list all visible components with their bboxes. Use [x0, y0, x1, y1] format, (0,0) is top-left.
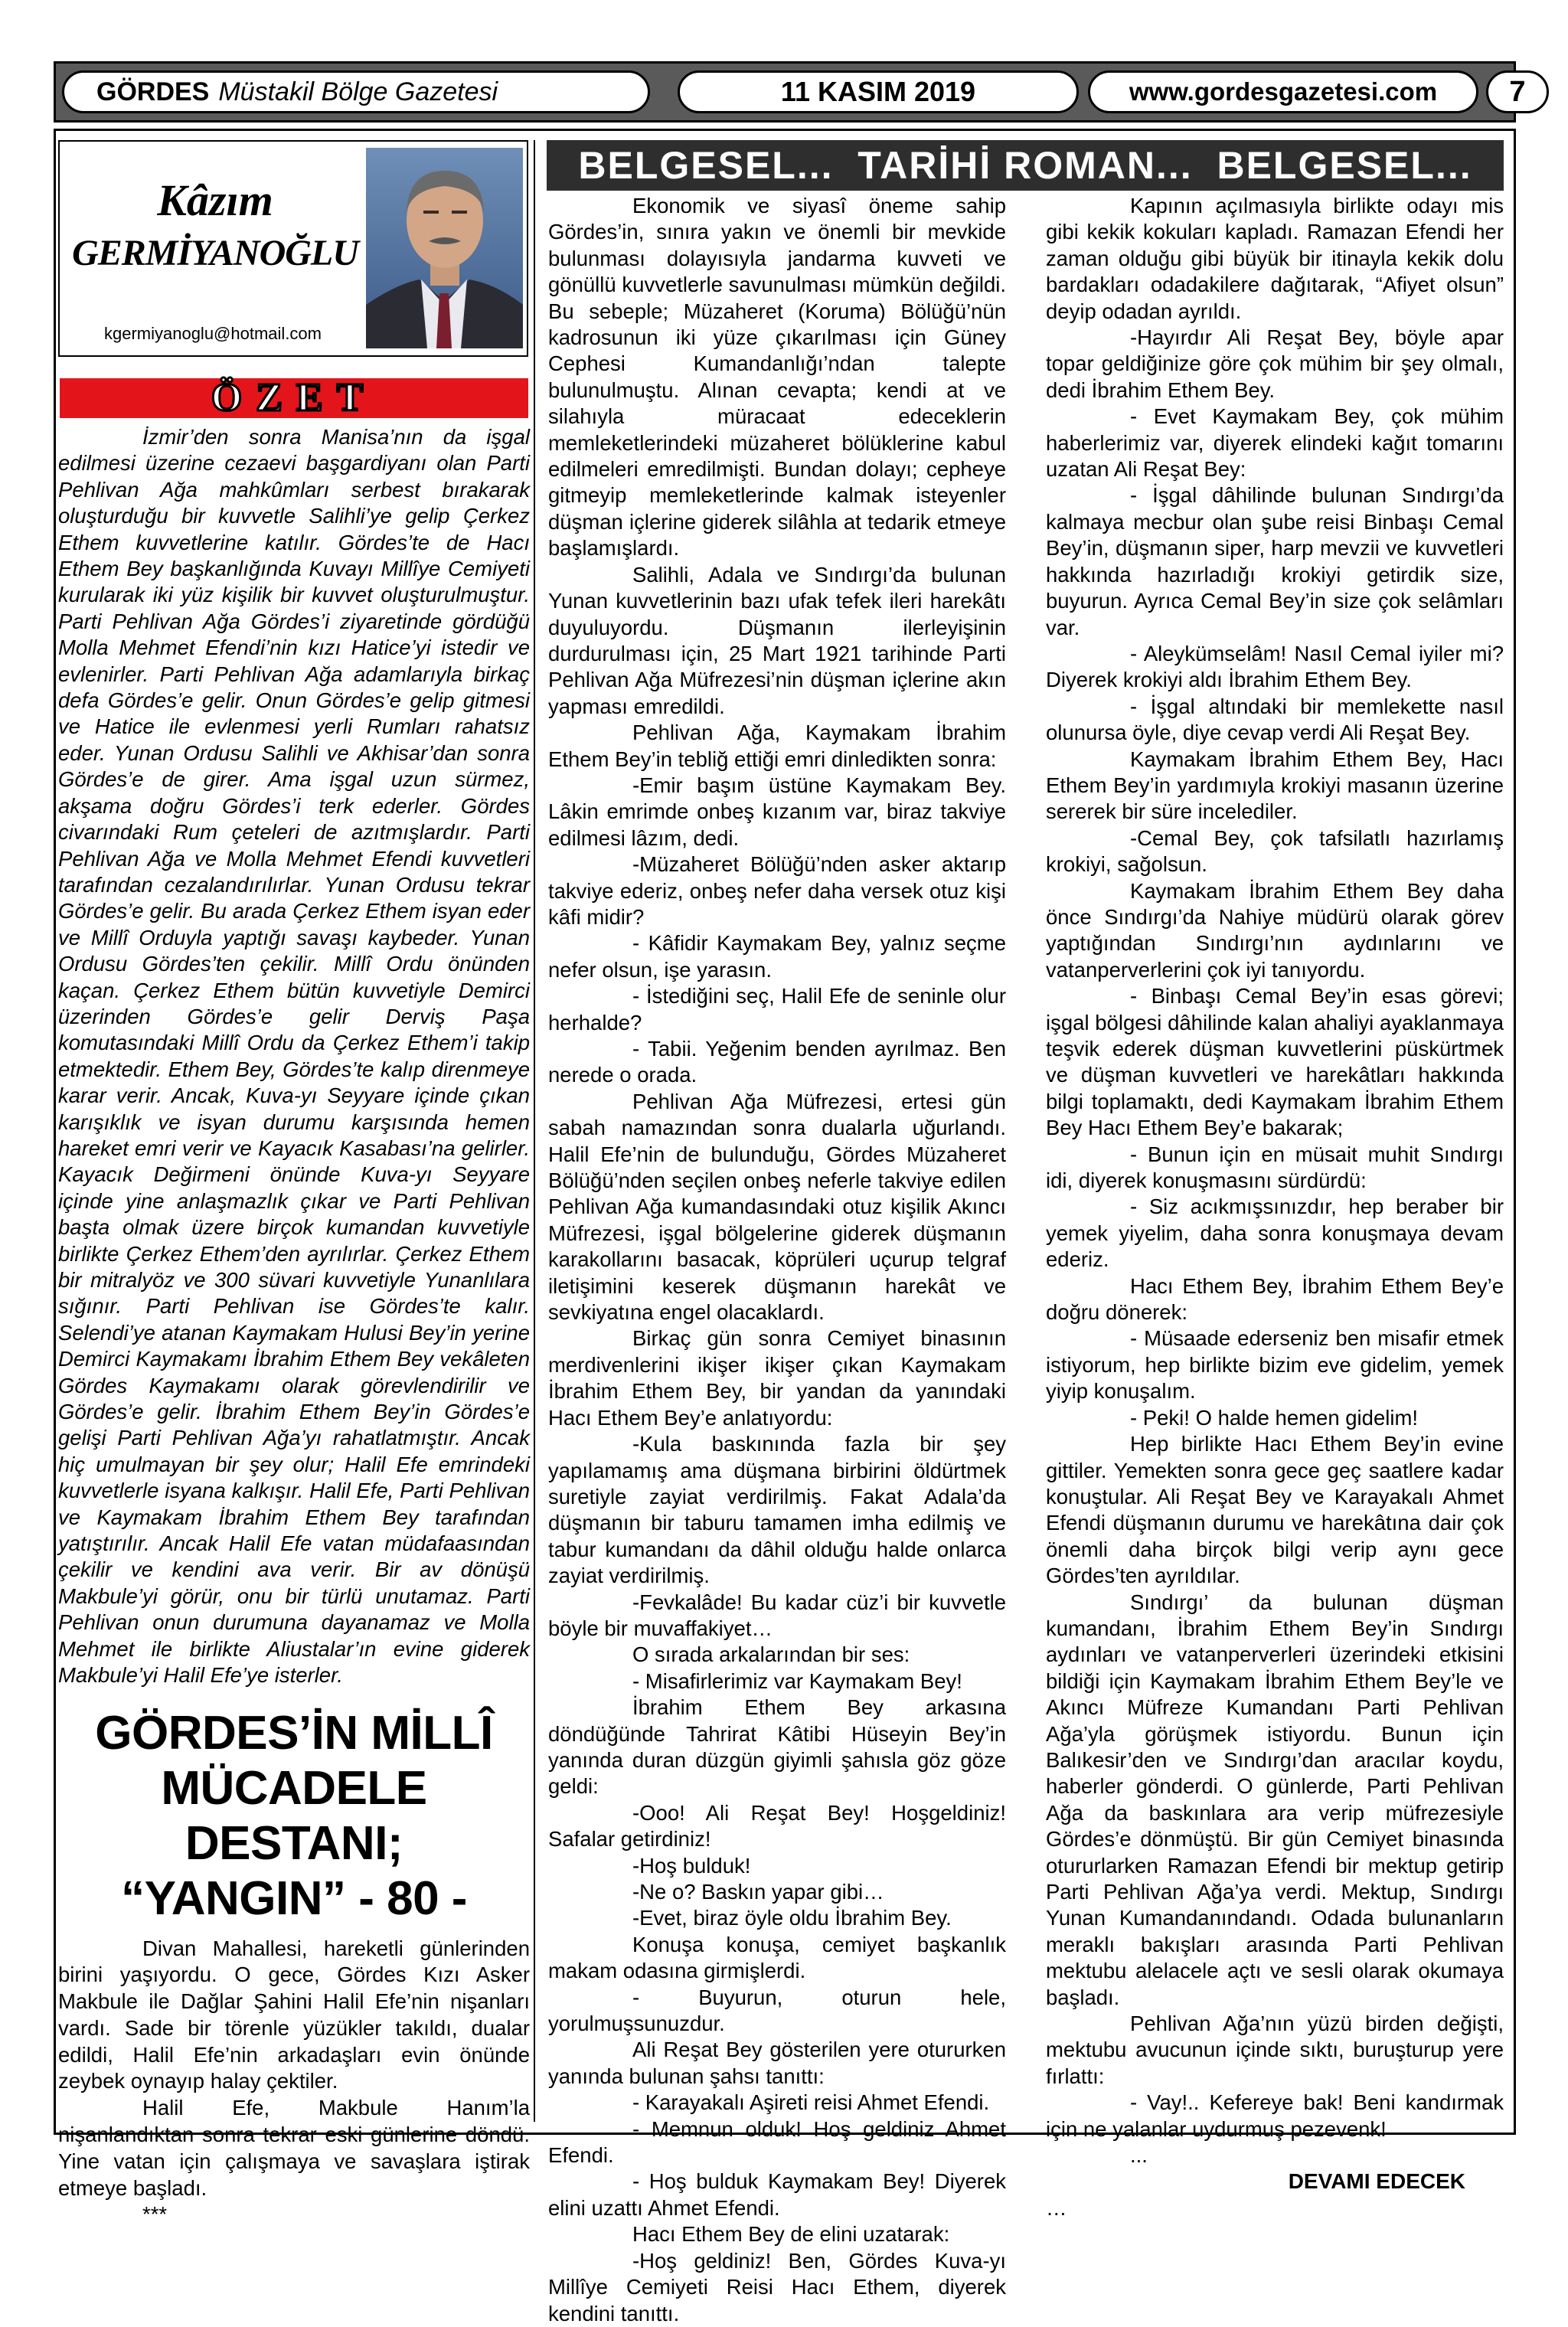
summary-paragraph: İzmir’den sonra Manisa’nın da işgal edilmesi üzerine cezaevi başgardiyanı olan Parti Pehlivan Ağa mahkûmları serbest bırakarak oluşturduğu bir kuvvetle Salihli’ye gelip Çerkez Ethem kuvvetlerine katılır. Gördes’te de Hacı Ethem Bey başkanlığında Kuvayı Millîye Cemiyeti kurularak iki yüz kişilik bir kuvvet oluşturulmuştur. Parti Pehlivan Ağa Gördes’i ziyaretinde gördüğü Molla Mehmet Efendi’nin kızı Hatice’yi istedir ve evlenirler. Parti Pehlivan Ağa adamlarıyla birkaç defa Gördes’e gelir. Onun Gördes’e gelip gitmesi ve Hatice ile evlenmesi yerli Rumları rahatsız eder. Yunan Ordusu Salihli ve Akhisar’dan sonra Gördes’e de girer. Ama işgal uzun sürmez, akşama doğru Gördes’i terk ederler. Gördes civarındaki Rum çeteleri de azıtmışlardır. Parti Pehlivan Ağa ve Molla Mehmet Efendi kuvvetleri tarafından cezalandırılırlar. Yunan Ordusu tekrar Gördes’e gelir. Bu arada Çerkez Ethem isyan eder ve Millî Orduyla yaptığı savaşı kaybeder. Yunan Ordusu Gördes’ten çekilir. Millî Ordu önünden kaçan. Çerkez Ethem bütün kuvvetiyle Demirci üzerinden Gördes’e gelir Derviş Paşa komutasındaki Millî Ordu da Çerkez Ethem’i takip etmektedir. Ethem Bey, Gördes’te kalıp direnmeye karar verir. Ancak, Kuva-yı Seyyare içinde çıkan karışıklık ve isyan durumu karşısında hemen hareket emri verir ve Kayacık Kasabası’na gelirler. Kayacık Değirmeni önünde Kuva-yı Seyyare içinde yine anlaşmazlık çıkar ve Parti Pehlivan başta olmak üzere birçok kumandan kuvvetiyle birlikte Çerkez Ethem’den ayrılırlar. Çerkez Ethem bir mitralyöz ve 300 süvari kuvvetiyle Yunanlılara sığınır. Parti Pehlivan ise Gördes’te kalır. Selendi’ye atanan Kaymakam Hulusi Bey’in yerine Demirci Kaymakamı İbrahim Ethem Bey vekâleten Gördes Kaymakamı olarak görevlendirilir ve Gördes’e gelir. İbrahim Ethem Bey’in Gördes’e gelişi Parti Pehlivan Ağa’yı rahatlatmıştır. Ancak hiç umulmayan bir şey olur; Halil Efe emrindeki kuvvetlerle isyana kalkışır. Halil Efe, Parti Pehlivan ve Kaymakam İbrahim Ethem Bey tarafından yatıştırılır. Ancak Halil Efe vatan müdafaasından çekilir ve kendini ava verir. Bir av dönüşü Makbule’yi görür, onu bir türlü unutamaz. Parti Pehlivan onun durumuna dayanamaz ve Molla Mehmet ile birlikte Aliustalar’ın evine giderek Makbule’yi Halil Efe’ye isterler.: [58, 425, 530, 1688]
paragraph: -Hoş bulduk!: [632, 1853, 751, 1878]
paragraph: - Vay!.. Kefereye bak! Beni kandırmak için ne yalanlar uydurmuş pezevenk!: [1046, 2090, 1504, 2141]
paragraph: - Aleykümselâm! Nasıl Cemal iyiler mi? Diyerek krokiyi aldı İbrahim Ethem Bey.: [1046, 641, 1504, 692]
to-be-continued: DEVAMI EDECEK: [1288, 2169, 1465, 2194]
paragraph: Hep birlikte Hacı Ethem Bey’in evine gittiler. Yemekten sonra gece geç saatlere kadar konuştular. Ali Reşat Bey ve Karayakalı Ahmet Efendi düşmanın durumu ve harekâtına dair çok önemli daha birçok bilgi verip aynı gece Gördes’ten ayrıldılar.: [1046, 1432, 1504, 1588]
page-number: 7: [1486, 70, 1549, 113]
author-email[interactable]: kgermiyanoglu@hotmail.com: [103, 324, 322, 343]
paragraph: -Ne o? Baskın yapar gibi…: [632, 1880, 884, 1904]
paragraph: -Müzaheret Bölüğü’nden asker aktarıp takviye ederiz, onbeş nefer daha versek otuz kişi kâfi midir?: [548, 852, 1006, 929]
paragraph: -Cemal Bey, çok tafsilatlı hazırlamış krokiyi, sağolsun.: [1046, 825, 1504, 877]
article-column-2: [548, 193, 1006, 2327]
summary-text: [58, 424, 530, 1689]
paragraph: Hacı Ethem Bey de elini uzatarak:: [632, 2222, 950, 2247]
paragraph: - Müsaade ederseniz ben misafir etmek istiyorum, hep birlikte bizim eve gidelim, yemek yiyip konuşalım.: [1046, 1326, 1504, 1404]
section-break: ***: [142, 2202, 168, 2227]
headline-line-3: “YANGIN” - 80 -: [121, 1871, 467, 1925]
paragraph: -Emir başım üstüne Kaymakam Bey. Lâkin emrimde onbeş kızanım var, biraz takviye edilmesi lâzım, dedi.: [548, 773, 1006, 850]
masthead: [54, 61, 1526, 123]
left-column: [58, 140, 530, 2228]
author-box: [58, 140, 528, 357]
paragraph: -Fevkalâde! Bu kadar cüz’i bir kuvvetle böyle bir muvaffakiyet…: [548, 1590, 1006, 1640]
author-last-name: GERMİYANOĞLU: [72, 233, 358, 273]
paragraph: - Peki! O halde hemen gidelim!: [1130, 1405, 1419, 1430]
article-column-3: [1046, 193, 1504, 2221]
newspaper-name-bold: GÖRDES: [96, 77, 210, 106]
paragraph: Pehlivan Ağa Müfrezesi, ertesi gün sabah namazından sonra dualarla uğurlandı. Halil Efe’nin de bulunduğu, Gördes Müzaheret Bölüğü’nden seçilen onbeş neferle takviye edilen Pehlivan Ağa kumandasındaki otuz kişilik Akıncı Müfrezesi, işgal bölgelerine giderek düşmanın karakollarını basacak, köprüleri uçurup telgraf iletişimini keserek düşmanın harekât ve sevkiyatına engel olacaklardı.: [548, 1089, 1006, 1325]
paragraph: - Memnun olduk! Hoş geldiniz Ahmet Efendi.: [548, 2116, 1006, 2168]
paragraph: Ali Reşat Bey gösterilen yere otururken yanında bulunan şahsı tanıttı:: [548, 2038, 1006, 2088]
summary-label-text: ÖZET: [211, 376, 377, 420]
paragraph: - Tabii. Yeğenim benden ayrılmaz. Ben nerede o orada.: [548, 1037, 1006, 1087]
paragraph: - Evet Kaymakam Bey, çok mühim haberlerimiz var, diyerek elindeki kağıt tomarını uzatan Ali Reşat Bey:: [1046, 404, 1504, 482]
paragraph: - Karayakalı Aşireti reisi Ahmet Efendi.: [632, 2090, 990, 2115]
paragraph: Birkaç gün sonra Cemiyet binasının merdivenlerini ikişer ikişer çıkan Kaymakam İbrahim Ethem Bey, bir yandan da yanındaki Hacı Ethem Bey’e anlatıyordu:: [548, 1326, 1006, 1430]
paragraph: -Kula baskınında fazla bir şey yapılamamış ama düşmana birbirini öldürtmek suretiyle zayiat verdirilmiş. Fakat Adala’da düşmanın bir taburu tamamen imha edilmiş ve tabur kumandanı da dâhil olduğu halde onlarca zayiat verdirilmiş.: [548, 1432, 1006, 1588]
paragraph: Konuşa konuşa, cemiyet başkanlık makam odasına girmişlerdi.: [548, 1932, 1006, 1983]
paragraph: O sırada arkalarından bir ses:: [632, 1642, 910, 1667]
column-divider: [534, 140, 535, 2122]
newspaper-name: [62, 70, 650, 113]
paragraph: Kaymakam İbrahim Ethem Bey, Hacı Ethem Bey’in yardımıyla krokiyi masanın üzerine sererek bir süre incelediler.: [1046, 747, 1504, 824]
paragraph: Sındırgı’ da bulunan düşman kumandanı, İbrahim Ethem Bey’in Sındırgı aydınları ve vatanperverleri üzerindeki etkisini bildiği için Kaymakam İbrahim Ethem Bey’le ve Akıncı Müfreze Kumandanı Parti Pehlivan Ağa’yla görüşmek istiyordu. Bunun için Balıkesir’den ve Sındırgı’dan aracılar koydu, haberler gönderdi. O günlerde, Parti Pehlivan Ağa da baskınlara ara verip müfrezesiyle Gördes’e dönmüştü. Bir gün Cemiyet binasında otururlarken Ramazan Efendi bir mektup getirip Parti Pehlivan Ağa’ya verdi. Mektup, Sındırgı Yunan Kumandanındandı. Odada bulunanların meraklı bakışları arasında Parti Pehlivan mektubu alelacele açtı ve sesli olarak okumaya başladı.: [1046, 1590, 1504, 2009]
website-link[interactable]: www.gordesgazetesi.com: [1088, 70, 1478, 113]
headline-line-2: MÜCADELE DESTANI;: [161, 1761, 427, 1870]
left-article-body: [58, 1936, 530, 2229]
paragraph: -Hayırdır Ali Reşat Bey, böyle apar topar geldiğinize göre çok mühim bir şey olmalı, dedi İbrahim Ethem Bey.: [1046, 325, 1504, 402]
article-headline: [58, 1706, 530, 1927]
paragraph: - Buyurun, oturun hele, yorulmuşsunuzdur.: [548, 1985, 1006, 2036]
paragraph: - Bunun için en müsait muhit Sındırgı idi, diyerek konuşmasını sürdürdü:: [1046, 1142, 1504, 1193]
paragraph: - Misafirlerimiz var Kaymakam Bey!: [632, 1668, 962, 1693]
paragraph: Hacı Ethem Bey, İbrahim Ethem Bey’e doğru dönerek:: [1046, 1273, 1504, 1325]
paragraph: Pehlivan Ağa, Kaymakam İbrahim Ethem Bey’in tebliğ ettiği emri dinledikten sonra:: [548, 721, 1006, 771]
paragraph: İbrahim Ethem Bey arkasına döndüğünde Tahrirat Kâtibi Hüseyin Bey’in yanında duran düzgün giyimli şahısla göz göze geldi:: [548, 1695, 1006, 1799]
paragraph: - İşgal dâhilinde bulunan Sındırgı’da kalmaya mecbur olan şube reisi Binbaşı Cemal Bey’in, düşmanın siper, harp mevzii ve kuvvetleri hakkında hazırladığı krokiyi getirdik size, buyurun. Ayrıca Cemal Bey’in size çok selâmları var.: [1046, 483, 1504, 639]
summary-label: [60, 378, 528, 418]
author-name: [66, 172, 364, 278]
paragraph: Divan Mahallesi, hareketli günlerinden birini yaşıyordu. O gece, Gördes Kızı Asker Makbule ile Dağlar Şahini Halil Efe’nin nişanları vardı. Sade bir törenle yüzükler takıldı, dualar edildi, Halil Efe’nin arkadaşları evin önünde zeybek oynayıp halay çektiler.: [58, 1936, 530, 2093]
paragraph: ...: [1130, 2143, 1148, 2168]
paragraph: - Hoş bulduk Kaymakam Bey! Diyerek elini uzattı Ahmet Efendi.: [548, 2169, 1006, 2220]
section-banner: BELGESEL... TARİHİ ROMAN... BELGESEL...: [547, 140, 1504, 191]
paragraph: -Evet, biraz öyle oldu İbrahim Bey.: [632, 1906, 952, 1930]
paragraph: Kaymakam İbrahim Ethem Bey daha önce Sındırgı’da Nahiye müdürü olarak görev yaptığından Sındırgı’nın aydınlarını ve vatanperverlerini çok iyi tanıyordu.: [1046, 878, 1504, 982]
end-ellipsis: …: [1046, 2195, 1067, 2220]
paragraph: Salihli, Adala ve Sındırgı’da bulunan Yunan kuvvetlerinin bazı ufak tefek ileri harekâtı duyuluyordu. Düşmanın ilerleyişinin durdurulması için, 25 Mart 1921 tarihinde Parti Pehlivan Ağa Müfrezesi’nin düşman içlerine akın yapması emredildi.: [548, 562, 1006, 718]
paragraph: - Siz acıkmışsınızdır, hep beraber bir yemek yiyelim, daha sonra konuşmaya devam ederiz.: [1046, 1195, 1504, 1272]
paragraph: Pehlivan Ağa’nın yüzü birden değişti, mektubu avucunun içinde sıktı, buruşturup yere fırlattı:: [1046, 2012, 1504, 2088]
paragraph: - Kâfidir Kaymakam Bey, yalnız seçme nefer olsun, işe yarasın.: [548, 931, 1006, 982]
author-photo: [366, 148, 523, 348]
paragraph: Kapının açılmasıyla birlikte odayı mis gibi kekik kokuları kapladı. Ramazan Efendi her zaman olduğu gibi büyük bir itinayla kekik dolu bardakları odadakilere dağıtarak, “Afiyet olsun” deyip odadan ayrıldı.: [1046, 194, 1504, 323]
paragraph: Halil Efe, Makbule Hanım’la nişanlandıktan sonra tekrar eski günlerine döndü. Yine vatan için çalışmaya ve savaşlara iştirak etmeye başladı.: [58, 2096, 530, 2200]
paragraph: Ekonomik ve siyasî öneme sahip Gördes’in, sınıra yakın ve önemli bir mevkide bulunması dolayısıyla jandarma kuvveti ve gönüllü kuvvetlerle savunulması mümkün değildi. Bu sebeple; Müzaheret (Koruma) Bölüğü’nün kadrosunun iki yüze çıkarılması için Güney Cephesi Kumandanlığı’ndan talepte bulunulmuştu. Alınan cevapta; kendi at ve silahıyla müracaat edeceklerin memleketlerindeki müzaheret bölüklerine kabul edilmeleri emredilmişti. Bundan dolayı; cepheye gitmeyip memleketlerinde kalmak isteyenler düşman içlerine giderek silâhla at tedarik etmeye başlamışlardı.: [548, 194, 1006, 561]
paragraph: -Hoş geldiniz! Ben, Gördes Kuva-yı Millîye Cemiyeti Reisi Hacı Ethem, diyerek kendini tanıttı.: [548, 2248, 1006, 2325]
author-portrait-icon: [366, 148, 523, 348]
paragraph: - İstediğini seç, Halil Efe de seninle olur herhalde?: [548, 984, 1006, 1034]
author-first-name: Kâzım: [157, 175, 273, 225]
paragraph: - İşgal altındaki bir memlekette nasıl olunursa öyle, diye cevap verdi Ali Reşat Bey.: [1046, 694, 1504, 745]
headline-line-1: GÖRDES’İN MİLLÎ: [95, 1706, 493, 1760]
issue-date: 11 KASIM 2019: [678, 70, 1079, 113]
newspaper-name-rest: Müstakil Bölge Gazetesi: [218, 77, 498, 106]
paragraph: - Binbaşı Cemal Bey’in esas görevi; işgal bölgesi dâhilinde kalan ahaliyi ayaklanmaya teşvik ederek düşman kuvvetlerini püskürtmek ve düşman kuvvetleri ve harekâtları hakkında bilgi toplamaktı, dedi Kaymakam İbrahim Ethem Bey Hacı Ethem Bey’e bakarak;: [1046, 984, 1504, 1140]
paragraph: -Ooo! Ali Reşat Bey! Hoşgeldiniz! Safalar getirdiniz!: [548, 1800, 1006, 1851]
